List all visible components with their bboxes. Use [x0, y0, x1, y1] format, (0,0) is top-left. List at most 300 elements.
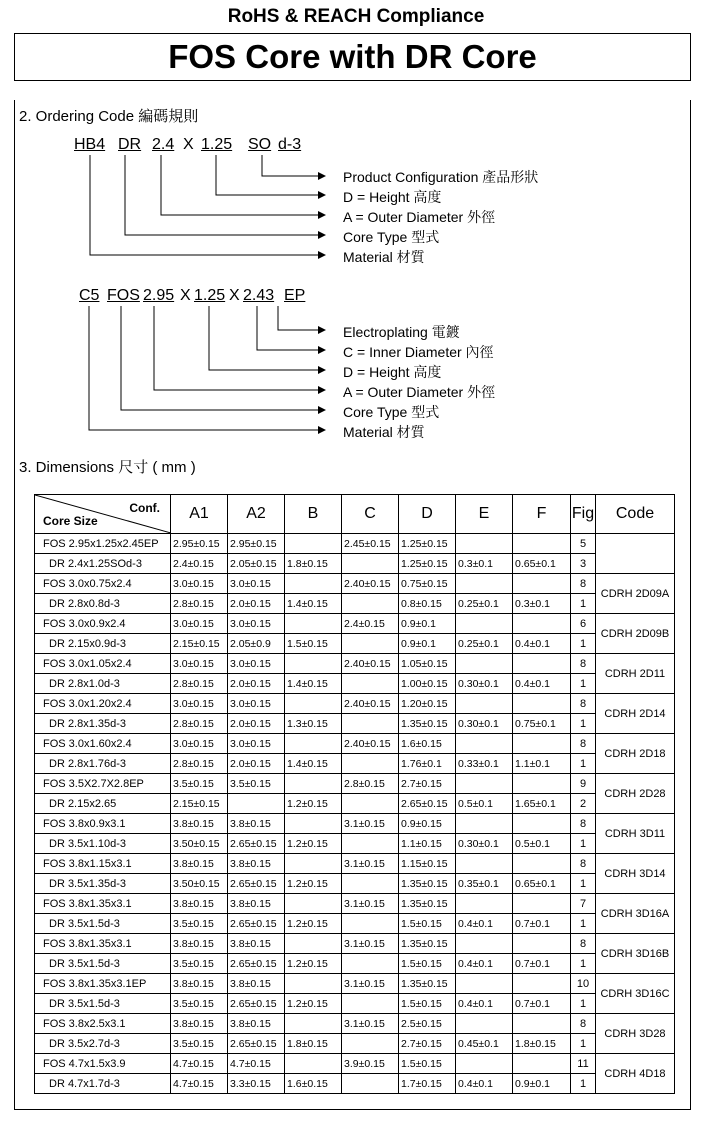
- code-cell: CDRH 3D14: [596, 854, 675, 894]
- dim-f-cell: [513, 934, 571, 954]
- dim-a2-cell: 3.8±0.15: [228, 854, 285, 874]
- dim-b-cell: 1.8±0.15: [285, 554, 342, 574]
- fig-cell: 3: [571, 554, 596, 574]
- dim-f-cell: [513, 734, 571, 754]
- dim-e-cell: [456, 534, 513, 554]
- table-row: [35, 614, 675, 634]
- core-size-cell: DR 3.5x1.5d-3: [35, 994, 171, 1014]
- ordering-code-connector-lines: [0, 0, 712, 460]
- dimensions-title: 3. Dimensions 尺寸 ( mm ): [19, 459, 196, 476]
- fig-cell: 10: [571, 974, 596, 994]
- dim-b-cell: [285, 934, 342, 954]
- corner-header: [35, 495, 171, 534]
- core-size-cell: DR 2.8x1.76d-3: [35, 754, 171, 774]
- table-row: [35, 794, 675, 814]
- code2-material: C5: [79, 287, 100, 304]
- fig-cell: 9: [571, 774, 596, 794]
- table-row: [35, 654, 675, 674]
- table-row: [35, 954, 675, 974]
- dim-d-cell: 0.9±0.1: [399, 634, 456, 654]
- core-size-cell: FOS 3.8x2.5x3.1: [35, 1014, 171, 1034]
- dim-a2-cell: 2.65±0.15: [228, 994, 285, 1014]
- dim-c-cell: [342, 634, 399, 654]
- code-cell: CDRH 2D11: [596, 654, 675, 694]
- dim-e-cell: [456, 1054, 513, 1074]
- core-size-cell: FOS 3.8x1.35x3.1: [35, 934, 171, 954]
- dim-b-cell: [285, 654, 342, 674]
- code2-desc-inner-diameter: C = Inner Diameter 內徑: [343, 344, 494, 360]
- dim-e-cell: 0.4±0.1: [456, 994, 513, 1014]
- table-row: [35, 674, 675, 694]
- dim-e-cell: [456, 654, 513, 674]
- code2-inner-diameter: 2.43: [243, 287, 275, 304]
- dim-a2-cell: 2.95±0.15: [228, 534, 285, 554]
- dim-a2-cell: 3.5±0.15: [228, 774, 285, 794]
- fig-cell: 6: [571, 614, 596, 634]
- dim-f-cell: [513, 694, 571, 714]
- dim-f-cell: [513, 814, 571, 834]
- core-size-cell: DR 2.15x0.9d-3: [35, 634, 171, 654]
- dim-b-cell: 1.5±0.15: [285, 634, 342, 654]
- fig-cell: 8: [571, 574, 596, 594]
- dim-b-cell: [285, 814, 342, 834]
- dim-e-cell: [456, 1014, 513, 1034]
- dim-e-cell: [456, 734, 513, 754]
- fig-cell: 1: [571, 1074, 596, 1094]
- code2-desc-core-type: Core Type 型式: [343, 404, 440, 420]
- dim-e-cell: 0.45±0.1: [456, 1034, 513, 1054]
- dim-e-cell: 0.35±0.1: [456, 874, 513, 894]
- table-row: [35, 594, 675, 614]
- code-cell: CDRH 4D18: [596, 1054, 675, 1094]
- page-title: FOS Core with DR Core: [14, 33, 691, 81]
- table-row: [35, 994, 675, 1014]
- table-row: [35, 774, 675, 794]
- code2-desc-electroplating: Electroplating 電鍍: [343, 324, 460, 340]
- core-size-cell: DR 2.4x1.25SOd-3: [35, 554, 171, 574]
- dim-b-cell: 1.4±0.15: [285, 754, 342, 774]
- dim-d-cell: 1.25±0.15: [399, 554, 456, 574]
- table-row: [35, 694, 675, 714]
- dim-f-cell: 0.65±0.1: [513, 554, 571, 574]
- code2-core-type: FOS: [107, 287, 140, 304]
- code-cell: CDRH 3D11: [596, 814, 675, 854]
- fig-cell: 8: [571, 694, 596, 714]
- dim-a1-cell: 3.8±0.15: [171, 814, 228, 834]
- core-size-cell: FOS 3.0x1.05x2.4: [35, 654, 171, 674]
- dim-b-cell: [285, 734, 342, 754]
- fig-cell: 1: [571, 994, 596, 1014]
- dim-b-cell: 1.4±0.15: [285, 594, 342, 614]
- dim-d-cell: 0.9±0.15: [399, 814, 456, 834]
- dim-a2-cell: 3.8±0.15: [228, 894, 285, 914]
- dim-d-cell: 2.5±0.15: [399, 1014, 456, 1034]
- dim-b-cell: 1.2±0.15: [285, 914, 342, 934]
- fig-cell: 8: [571, 934, 596, 954]
- code1-config-so: SO: [248, 136, 272, 153]
- dim-c-cell: 2.40±0.15: [342, 694, 399, 714]
- dim-a1-cell: 3.8±0.15: [171, 934, 228, 954]
- code2-separator-1: X: [180, 287, 191, 304]
- dim-e-cell: 0.25±0.1: [456, 594, 513, 614]
- fig-cell: 8: [571, 854, 596, 874]
- dim-a2-cell: 3.0±0.15: [228, 654, 285, 674]
- dim-b-cell: 1.4±0.15: [285, 674, 342, 694]
- dim-c-cell: 3.1±0.15: [342, 894, 399, 914]
- fig-cell: 1: [571, 714, 596, 734]
- code2-desc-material: Material 材質: [343, 424, 425, 440]
- dim-a2-cell: 3.8±0.15: [228, 1014, 285, 1034]
- dim-c-cell: [342, 834, 399, 854]
- dim-e-cell: 0.4±0.1: [456, 1074, 513, 1094]
- header-fig: Fig: [571, 495, 596, 534]
- dim-a1-cell: 3.0±0.15: [171, 574, 228, 594]
- core-size-cell: FOS 3.0x0.9x2.4: [35, 614, 171, 634]
- dim-c-cell: 3.9±0.15: [342, 1054, 399, 1074]
- core-size-cell: DR 3.5x2.7d-3: [35, 1034, 171, 1054]
- dim-d-cell: 1.35±0.15: [399, 894, 456, 914]
- fig-cell: 11: [571, 1054, 596, 1074]
- dim-a1-cell: 3.0±0.15: [171, 614, 228, 634]
- dim-e-cell: 0.3±0.1: [456, 554, 513, 574]
- dim-d-cell: 1.05±0.15: [399, 654, 456, 674]
- dim-b-cell: [285, 574, 342, 594]
- dim-f-cell: 0.3±0.1: [513, 594, 571, 614]
- dim-e-cell: [456, 854, 513, 874]
- dim-f-cell: [513, 854, 571, 874]
- fig-cell: 1: [571, 634, 596, 654]
- table-row: [35, 714, 675, 734]
- dim-a1-cell: 2.15±0.15: [171, 634, 228, 654]
- dim-a1-cell: 3.8±0.15: [171, 894, 228, 914]
- code1-desc-material: Material 材質: [343, 249, 425, 265]
- dim-d-cell: 1.76±0.1: [399, 754, 456, 774]
- dim-a1-cell: 3.5±0.15: [171, 914, 228, 934]
- dim-c-cell: 3.1±0.15: [342, 934, 399, 954]
- dim-e-cell: [456, 974, 513, 994]
- table-row: [35, 554, 675, 574]
- core-size-cell: DR 2.8x1.35d-3: [35, 714, 171, 734]
- dim-f-cell: [513, 894, 571, 914]
- table-row: [35, 574, 675, 594]
- dim-a2-cell: 2.65±0.15: [228, 1034, 285, 1054]
- dim-a2-cell: 2.05±0.15: [228, 554, 285, 574]
- table-row: [35, 834, 675, 854]
- dim-c-cell: 2.45±0.15: [342, 534, 399, 554]
- dim-b-cell: [285, 1054, 342, 1074]
- dim-b-cell: 1.6±0.15: [285, 1074, 342, 1094]
- table-row: [35, 814, 675, 834]
- dim-f-cell: 0.65±0.1: [513, 874, 571, 894]
- dim-e-cell: [456, 614, 513, 634]
- dim-d-cell: 1.35±0.15: [399, 974, 456, 994]
- dim-d-cell: 1.5±0.15: [399, 1054, 456, 1074]
- code1-outer-diameter: 2.4: [152, 136, 175, 153]
- dim-d-cell: 1.7±0.15: [399, 1074, 456, 1094]
- code-cell: CDRH 2D09B: [596, 614, 675, 654]
- dim-f-cell: [513, 974, 571, 994]
- dim-c-cell: [342, 794, 399, 814]
- fig-cell: 1: [571, 594, 596, 614]
- dim-a1-cell: 2.8±0.15: [171, 674, 228, 694]
- dim-a1-cell: 2.4±0.15: [171, 554, 228, 574]
- dim-f-cell: 0.4±0.1: [513, 674, 571, 694]
- dim-d-cell: 1.5±0.15: [399, 914, 456, 934]
- dim-d-cell: 1.15±0.15: [399, 854, 456, 874]
- table-row: [35, 914, 675, 934]
- dim-e-cell: 0.4±0.1: [456, 954, 513, 974]
- dim-f-cell: [513, 614, 571, 634]
- dim-a2-cell: 3.0±0.15: [228, 614, 285, 634]
- dim-c-cell: 3.1±0.15: [342, 854, 399, 874]
- dim-a1-cell: 2.15±0.15: [171, 794, 228, 814]
- dim-f-cell: 0.7±0.1: [513, 954, 571, 974]
- dim-a1-cell: 3.5±0.15: [171, 774, 228, 794]
- table-row: [35, 974, 675, 994]
- table-row: [35, 934, 675, 954]
- dim-d-cell: 1.00±0.15: [399, 674, 456, 694]
- fig-cell: 1: [571, 674, 596, 694]
- table-row: [35, 754, 675, 774]
- code1-desc-height: D = Height 高度: [343, 189, 442, 205]
- dim-a2-cell: 2.0±0.15: [228, 594, 285, 614]
- core-size-cell: DR 3.5x1.10d-3: [35, 834, 171, 854]
- dim-b-cell: 1.2±0.15: [285, 954, 342, 974]
- dim-e-cell: [456, 814, 513, 834]
- dim-d-cell: 1.6±0.15: [399, 734, 456, 754]
- dim-e-cell: [456, 774, 513, 794]
- dim-a1-cell: 2.8±0.15: [171, 594, 228, 614]
- dim-d-cell: 2.65±0.15: [399, 794, 456, 814]
- code2-electroplating: EP: [284, 287, 306, 304]
- dim-a1-cell: 3.8±0.15: [171, 974, 228, 994]
- dim-a1-cell: 3.50±0.15: [171, 874, 228, 894]
- header-e: E: [456, 495, 513, 534]
- dim-e-cell: 0.33±0.1: [456, 754, 513, 774]
- dim-a1-cell: 2.8±0.15: [171, 714, 228, 734]
- dim-d-cell: 1.20±0.15: [399, 694, 456, 714]
- core-size-label: Core Size: [43, 514, 98, 528]
- header-c: C: [342, 495, 399, 534]
- fig-cell: 1: [571, 754, 596, 774]
- dim-e-cell: [456, 574, 513, 594]
- dim-e-cell: [456, 934, 513, 954]
- table-row: [35, 1014, 675, 1034]
- dim-c-cell: 2.8±0.15: [342, 774, 399, 794]
- dim-a1-cell: 3.50±0.15: [171, 834, 228, 854]
- core-size-cell: DR 3.5x1.5d-3: [35, 954, 171, 974]
- fig-cell: 1: [571, 954, 596, 974]
- code-cell: CDRH 3D16C: [596, 974, 675, 1014]
- dimensions-table-body: [35, 534, 675, 1094]
- dim-f-cell: 0.75±0.1: [513, 714, 571, 734]
- dim-e-cell: 0.4±0.1: [456, 914, 513, 934]
- dim-f-cell: 0.7±0.1: [513, 914, 571, 934]
- dim-c-cell: 2.40±0.15: [342, 734, 399, 754]
- dim-c-cell: 3.1±0.15: [342, 974, 399, 994]
- dim-a1-cell: 3.5±0.15: [171, 994, 228, 1014]
- core-size-cell: DR 2.8x1.0d-3: [35, 674, 171, 694]
- header-a2: A2: [228, 495, 285, 534]
- core-size-cell: FOS 3.0x1.60x2.4: [35, 734, 171, 754]
- dim-b-cell: 1.3±0.15: [285, 714, 342, 734]
- core-size-cell: DR 3.5x1.35d-3: [35, 874, 171, 894]
- table-row: [35, 874, 675, 894]
- header-b: B: [285, 495, 342, 534]
- fig-cell: 8: [571, 734, 596, 754]
- dim-e-cell: 0.30±0.1: [456, 834, 513, 854]
- dim-b-cell: [285, 774, 342, 794]
- fig-cell: 1: [571, 874, 596, 894]
- dim-a1-cell: 3.0±0.15: [171, 654, 228, 674]
- code1-core-type: DR: [118, 136, 142, 153]
- code-cell: CDRH 2D18: [596, 734, 675, 774]
- dim-a1-cell: 3.0±0.15: [171, 694, 228, 714]
- core-size-cell: FOS 3.5X2.7X2.8EP: [35, 774, 171, 794]
- dim-b-cell: [285, 1014, 342, 1034]
- dim-a1-cell: 3.5±0.15: [171, 954, 228, 974]
- dim-d-cell: 1.5±0.15: [399, 954, 456, 974]
- dim-a2-cell: 3.0±0.15: [228, 574, 285, 594]
- ordering-code-title: 2. Ordering Code 編碼規則: [19, 108, 199, 125]
- dim-c-cell: 2.40±0.15: [342, 574, 399, 594]
- dim-f-cell: [513, 574, 571, 594]
- code-cell: CDRH 2D28: [596, 774, 675, 814]
- code1-desc-outer-diameter: A = Outer Diameter 外徑: [343, 209, 496, 225]
- dim-f-cell: [513, 534, 571, 554]
- code1-height: 1.25: [201, 136, 233, 153]
- fig-cell: 5: [571, 534, 596, 554]
- dim-c-cell: 2.40±0.15: [342, 654, 399, 674]
- header-code: Code: [596, 495, 675, 534]
- dim-f-cell: [513, 1014, 571, 1034]
- dim-d-cell: 1.25±0.15: [399, 534, 456, 554]
- header-a1: A1: [171, 495, 228, 534]
- dim-a2-cell: [228, 794, 285, 814]
- dim-d-cell: 0.75±0.15: [399, 574, 456, 594]
- dim-b-cell: [285, 694, 342, 714]
- dim-f-cell: 1.8±0.15: [513, 1034, 571, 1054]
- dim-f-cell: [513, 774, 571, 794]
- code2-height: 1.25: [194, 287, 226, 304]
- dim-f-cell: 1.1±0.1: [513, 754, 571, 774]
- table-row: [35, 534, 675, 554]
- core-size-cell: FOS 3.8x1.35x3.1: [35, 894, 171, 914]
- dim-e-cell: [456, 694, 513, 714]
- dim-c-cell: [342, 714, 399, 734]
- header-f: F: [513, 495, 571, 534]
- dim-c-cell: 3.1±0.15: [342, 1014, 399, 1034]
- dim-a2-cell: 3.0±0.15: [228, 694, 285, 714]
- code-cell: CDRH 3D16A: [596, 894, 675, 934]
- dim-d-cell: 0.8±0.15: [399, 594, 456, 614]
- core-size-cell: FOS 3.8x1.35x3.1EP: [35, 974, 171, 994]
- table-row: [35, 634, 675, 654]
- dim-a2-cell: 2.0±0.15: [228, 714, 285, 734]
- dim-f-cell: [513, 654, 571, 674]
- dim-b-cell: 1.8±0.15: [285, 1034, 342, 1054]
- code2-separator-2: X: [229, 287, 240, 304]
- dim-c-cell: [342, 874, 399, 894]
- dim-a2-cell: 2.0±0.15: [228, 754, 285, 774]
- table-row: [35, 894, 675, 914]
- table-row: [35, 1074, 675, 1094]
- dim-a1-cell: 4.7±0.15: [171, 1074, 228, 1094]
- core-size-cell: DR 2.8x0.8d-3: [35, 594, 171, 614]
- dim-f-cell: 0.9±0.1: [513, 1074, 571, 1094]
- dim-f-cell: 0.5±0.1: [513, 834, 571, 854]
- code2-desc-height: D = Height 高度: [343, 364, 442, 380]
- core-size-cell: FOS 4.7x1.5x3.9: [35, 1054, 171, 1074]
- dim-c-cell: 3.1±0.15: [342, 814, 399, 834]
- dim-c-cell: 2.4±0.15: [342, 614, 399, 634]
- dim-a2-cell: 2.65±0.15: [228, 874, 285, 894]
- dim-c-cell: [342, 754, 399, 774]
- dim-c-cell: [342, 914, 399, 934]
- dim-d-cell: 1.35±0.15: [399, 874, 456, 894]
- dim-b-cell: [285, 894, 342, 914]
- dim-d-cell: 1.5±0.15: [399, 994, 456, 1014]
- dim-b-cell: 1.2±0.15: [285, 994, 342, 1014]
- code-cell: CDRH 2D09A: [596, 574, 675, 614]
- dim-a1-cell: 3.0±0.15: [171, 734, 228, 754]
- fig-cell: 7: [571, 894, 596, 914]
- dim-e-cell: 0.30±0.1: [456, 674, 513, 694]
- dim-a2-cell: 3.8±0.15: [228, 814, 285, 834]
- dim-c-cell: [342, 954, 399, 974]
- dim-f-cell: [513, 1054, 571, 1074]
- dim-e-cell: [456, 894, 513, 914]
- table-row: [35, 1034, 675, 1054]
- code1-desc-config: Product Configuration 產品形狀: [343, 169, 539, 185]
- core-size-cell: FOS 3.0x0.75x2.4: [35, 574, 171, 594]
- dim-a1-cell: 2.8±0.15: [171, 754, 228, 774]
- dim-e-cell: 0.25±0.1: [456, 634, 513, 654]
- fig-cell: 1: [571, 834, 596, 854]
- dim-d-cell: 1.35±0.15: [399, 934, 456, 954]
- dim-a2-cell: 3.3±0.15: [228, 1074, 285, 1094]
- dim-a1-cell: 3.5±0.15: [171, 1034, 228, 1054]
- code-cell: CDRH 2D14: [596, 694, 675, 734]
- dim-b-cell: [285, 534, 342, 554]
- dim-a2-cell: 3.8±0.15: [228, 974, 285, 994]
- dim-e-cell: 0.5±0.1: [456, 794, 513, 814]
- code1-config-d3: d-3: [278, 136, 302, 153]
- dim-b-cell: 1.2±0.15: [285, 834, 342, 854]
- core-size-cell: FOS 3.0x1.20x2.4: [35, 694, 171, 714]
- dim-a2-cell: 2.05±0.9: [228, 634, 285, 654]
- code1-separator: X: [183, 136, 194, 153]
- dim-b-cell: [285, 854, 342, 874]
- code-cell: CDRH 3D28: [596, 1014, 675, 1054]
- dim-b-cell: 1.2±0.15: [285, 794, 342, 814]
- dim-c-cell: [342, 1074, 399, 1094]
- core-size-cell: DR 3.5x1.5d-3: [35, 914, 171, 934]
- code-cell: CDRH 3D16B: [596, 934, 675, 974]
- conf-label: Conf.: [129, 501, 160, 515]
- table-row: [35, 734, 675, 754]
- table-header-row: [35, 495, 675, 534]
- table-row: [35, 854, 675, 874]
- compliance-header: RoHS & REACH Compliance: [227, 6, 485, 27]
- dim-a2-cell: 3.0±0.15: [228, 734, 285, 754]
- dim-a1-cell: 4.7±0.15: [171, 1054, 228, 1074]
- dim-a2-cell: 2.65±0.15: [228, 954, 285, 974]
- dim-a1-cell: 2.95±0.15: [171, 534, 228, 554]
- code1-material: HB4: [74, 136, 106, 153]
- dim-f-cell: 0.4±0.1: [513, 634, 571, 654]
- dim-a2-cell: 2.0±0.15: [228, 674, 285, 694]
